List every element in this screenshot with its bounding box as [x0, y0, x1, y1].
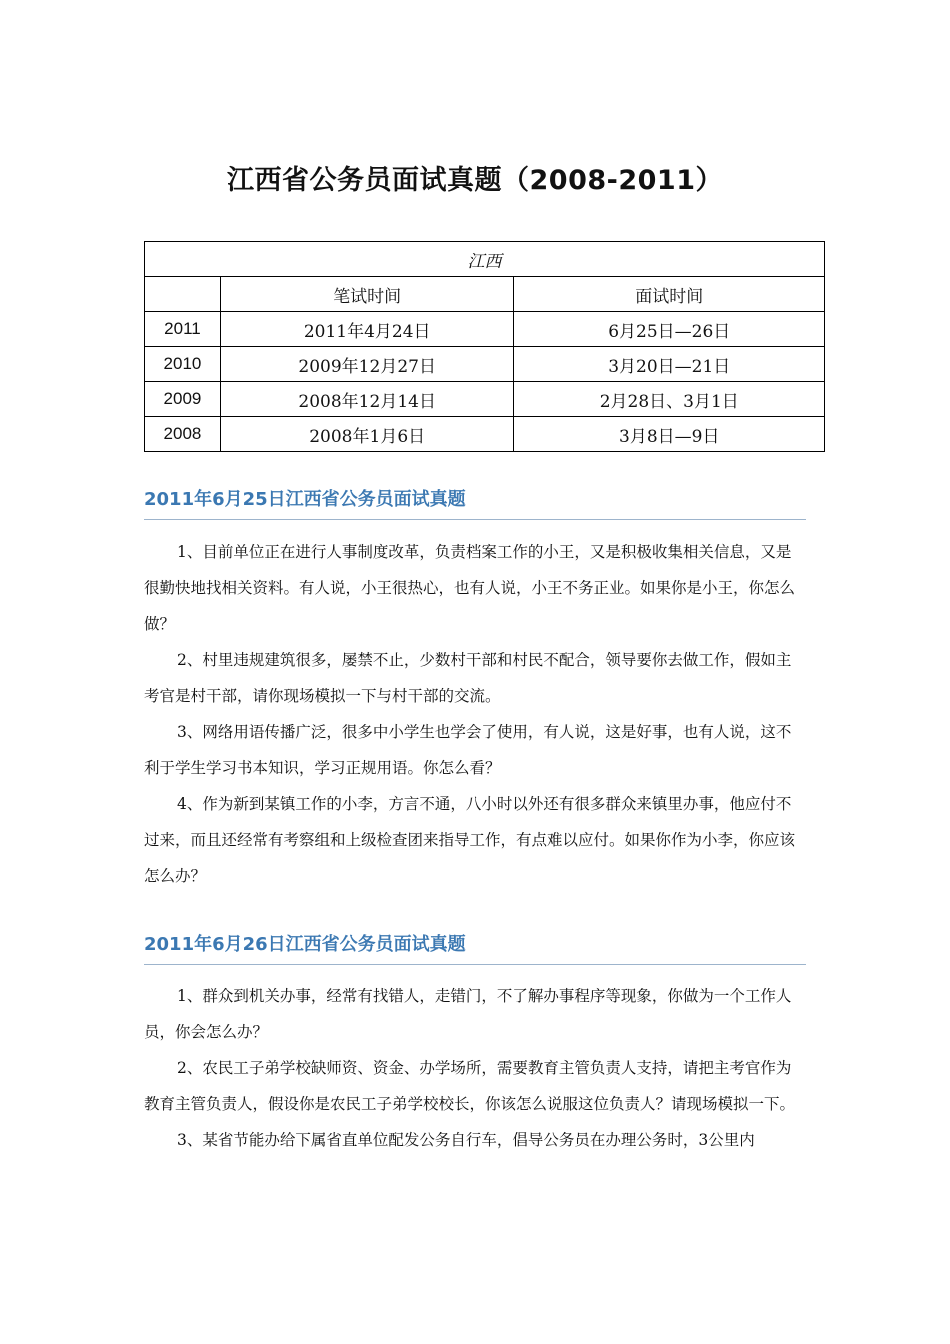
interview-date-cell: 3月20日—21日	[514, 347, 825, 382]
year-cell: 2011	[145, 312, 221, 347]
interview-date-cell: 6月25日—26日	[514, 312, 825, 347]
section-body-0626	[144, 978, 806, 1158]
written-date-cell: 2008年1月6日	[220, 417, 514, 452]
page-title: 江西省公务员面试真题（2008-2011）	[227, 165, 723, 196]
header-cell-empty	[145, 277, 221, 312]
year-cell: 2009	[145, 382, 221, 417]
interview-date-cell: 3月8日—9日	[514, 417, 825, 452]
section-body-0625	[144, 534, 806, 894]
exam-schedule-table	[144, 241, 825, 452]
written-date-cell: 2011年4月24日	[220, 312, 514, 347]
written-date-cell: 2009年12月27日	[220, 347, 514, 382]
interview-date-cell: 2月28日、3月1日	[514, 382, 825, 417]
table-header-row	[145, 277, 825, 312]
written-date-cell: 2008年12月14日	[220, 382, 514, 417]
table-caption: 江西	[145, 242, 825, 277]
table-row	[145, 382, 825, 417]
table-caption-row	[145, 242, 825, 277]
table-row	[145, 417, 825, 452]
question-paragraph: 3、某省节能办给下属省直单位配发公务自行车，倡导公务员在办理公务时，3公里内	[177, 1131, 755, 1149]
header-cell-interview-date: 面试时间	[514, 277, 825, 312]
question-paragraph: 3、网络用语传播广泛，很多中小学生也学会了使用，有人说，这是好事，也有人说，这不利于学生学习书本知识，学习正规用语。你怎么看？	[144, 723, 792, 777]
question-paragraph: 2、农民工子弟学校缺师资、资金、办学场所，需要教育主管负责人支持，请把主考官作为教育主管负责人，假设你是农民工子弟学校校长，你该怎么说服这位负责人？请现场模拟一下。	[144, 1059, 796, 1113]
question-paragraph: 1、目前单位正在进行人事制度改革，负责档案工作的小王，又是积极收集相关信息，又是很勤快地找相关资料。有人说，小王很热心，也有人说，小王不务正业。如果你是小王，你怎么做？	[144, 543, 796, 633]
section-heading-0626: 2011年6月26日江西省公务员面试真题	[144, 930, 806, 965]
header-cell-written-date: 笔试时间	[220, 277, 514, 312]
table-row	[145, 347, 825, 382]
year-cell: 2008	[145, 417, 221, 452]
question-paragraph: 1、群众到机关办事，经常有找错人，走错门，不了解办事程序等现象，你做为一个工作人员，你会怎么办？	[144, 987, 792, 1041]
question-paragraph: 4、作为新到某镇工作的小李，方言不通，八小时以外还有很多群众来镇里办事，他应付不过来，而且还经常有考察组和上级检查团来指导工作，有点难以应付。如果你作为小李，你应该怎么办？	[144, 795, 796, 885]
section-heading-0625: 2011年6月25日江西省公务员面试真题	[144, 485, 806, 520]
question-paragraph: 2、村里违规建筑很多，屡禁不止，少数村干部和村民不配合，领导要你去做工作，假如主考官是村干部，请你现场模拟一下与村干部的交流。	[144, 651, 792, 705]
year-cell: 2010	[145, 347, 221, 382]
table-row	[145, 312, 825, 347]
